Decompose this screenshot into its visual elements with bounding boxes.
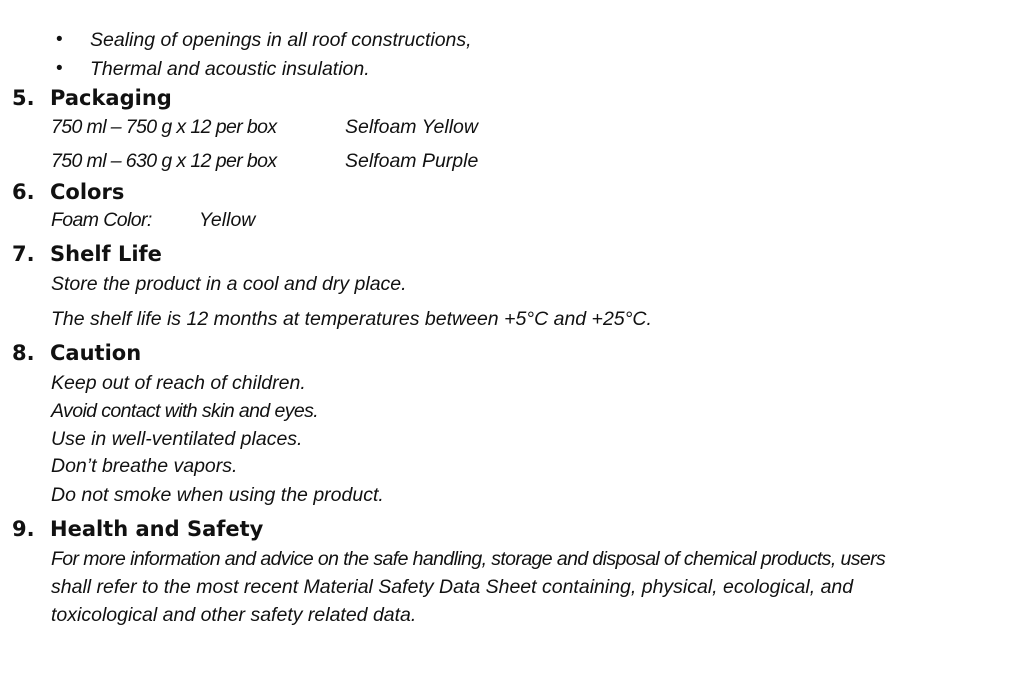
section-title: Colors <box>50 180 125 204</box>
health-safety-line: For more information and advice on the safe handling, storage and disposal of chemical products, users <box>51 548 886 570</box>
health-safety-line: shall refer to the most recent Material Safety Data Sheet containing, physical, ecological, and <box>51 576 854 598</box>
caution-line: Do not smoke when using the product. <box>51 484 384 506</box>
packaging-size: 750 ml – 750 g x 12 per box <box>51 116 277 138</box>
section-number: 7. <box>12 242 35 266</box>
caution-line: Use in well-ventilated places. <box>51 428 303 450</box>
section-number: 9. <box>12 517 35 541</box>
section-title: Caution <box>50 341 142 365</box>
health-safety-line: toxicological and other safety related data. <box>51 604 417 626</box>
section-number: 8. <box>12 341 35 365</box>
packaging-product: Selfoam Yellow <box>345 116 478 138</box>
packaging-product: Selfoam Purple <box>345 150 479 172</box>
section-title: Shelf Life <box>50 242 162 266</box>
foam-color-value: Yellow <box>199 209 256 231</box>
foam-color-row <box>51 207 256 233</box>
section-number: 5. <box>12 86 35 110</box>
foam-color-label: Foam Color: <box>51 209 152 231</box>
bullet-icon: • <box>56 58 63 79</box>
caution-line: Keep out of reach of children. <box>51 372 306 394</box>
section-title: Health and Safety <box>50 517 264 541</box>
caution-line: Avoid contact with skin and eyes. <box>51 400 319 422</box>
shelf-life-line: The shelf life is 12 months at temperatures between +5°C and +25°C. <box>51 308 652 330</box>
section-title: Packaging <box>50 86 172 110</box>
packaging-row <box>51 148 479 174</box>
packaging-size: 750 ml – 630 g x 12 per box <box>51 150 277 172</box>
list-item-text: Sealing of openings in all roof constructions, <box>90 29 472 51</box>
list-item-text: Thermal and acoustic insulation. <box>90 58 370 80</box>
packaging-row <box>51 114 478 140</box>
bullet-icon: • <box>56 29 63 50</box>
section-number: 6. <box>12 180 35 204</box>
caution-line: Don’t breathe vapors. <box>51 455 238 477</box>
shelf-life-line: Store the product in a cool and dry place. <box>51 273 407 295</box>
